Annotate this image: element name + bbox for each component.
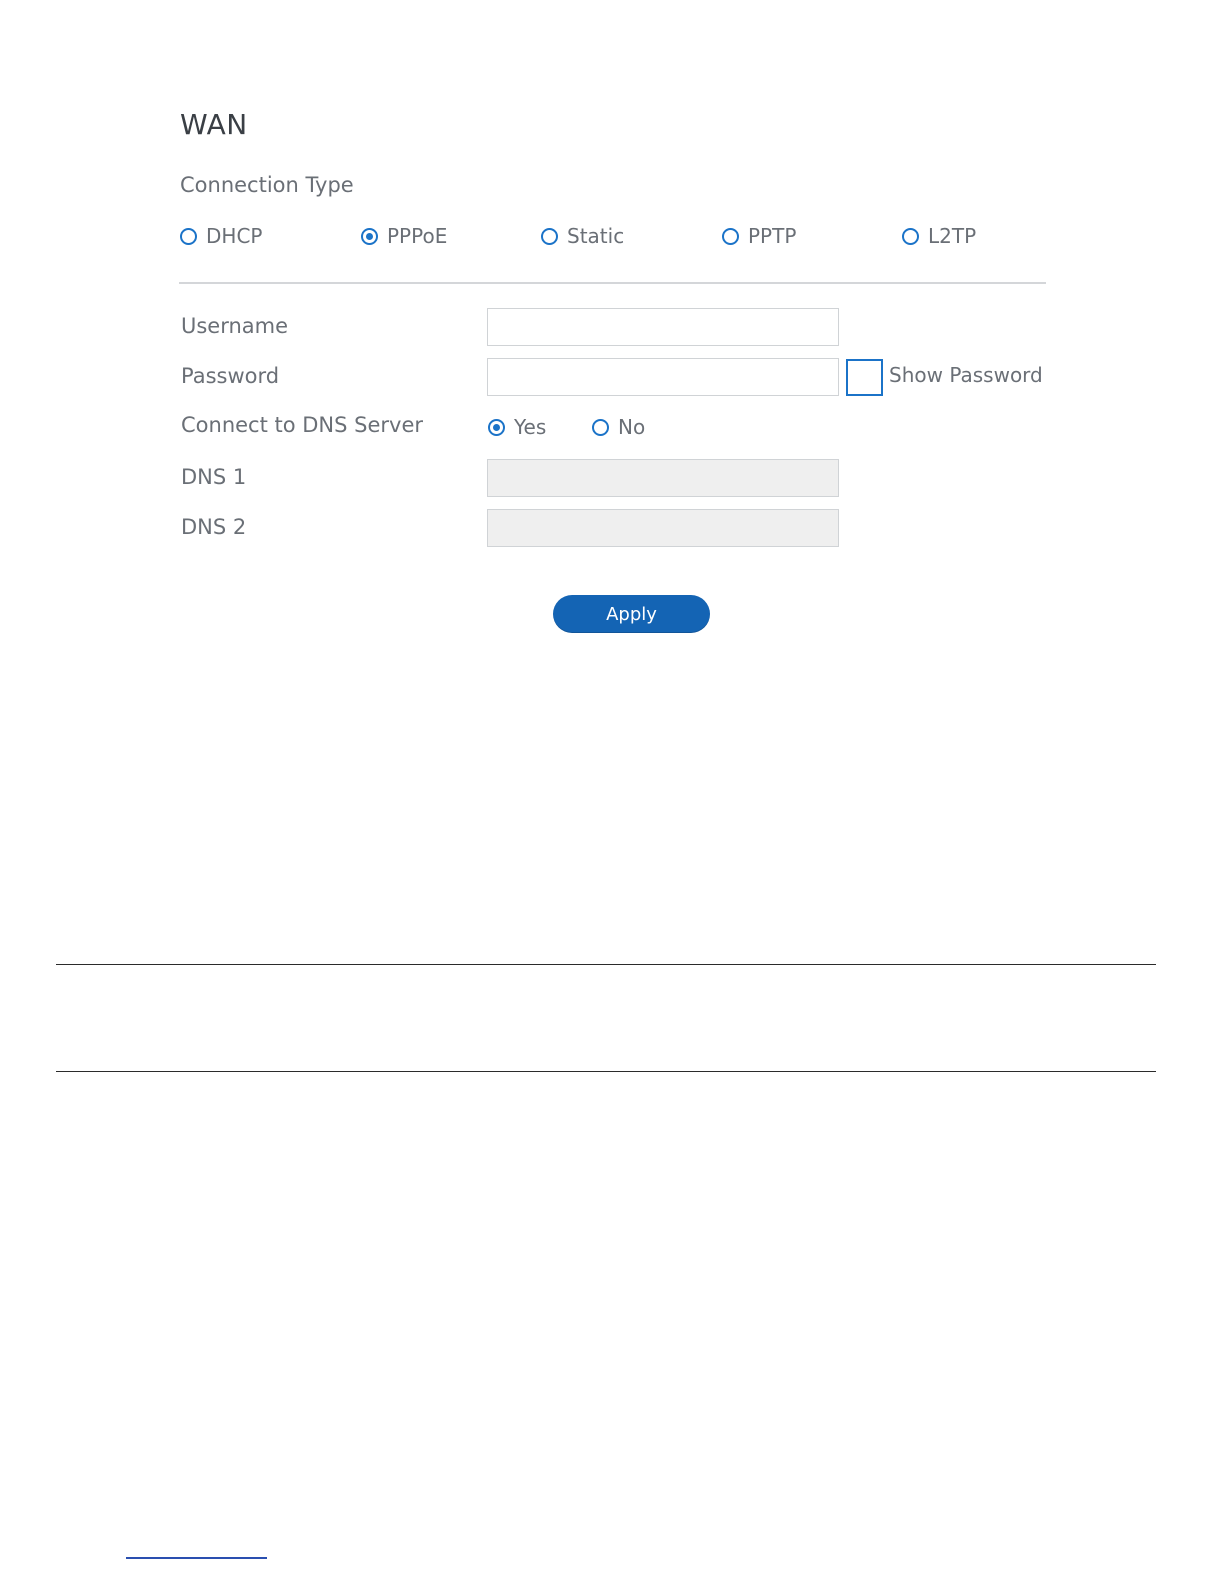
show-password-checkbox[interactable] (846, 359, 883, 396)
radio-pppoe-label: PPPoE (387, 224, 448, 248)
show-password-label[interactable]: Show Password (889, 363, 1043, 387)
radio-dhcp-label: DHCP (206, 224, 263, 248)
radio-pptp[interactable] (722, 224, 796, 248)
radio-static-circle[interactable] (541, 228, 558, 245)
page-rule-bottom (56, 1071, 1156, 1072)
dns-connect-label: Connect to DNS Server (181, 413, 424, 437)
page-title: WAN (180, 108, 248, 141)
radio-static-label: Static (567, 224, 625, 248)
radio-pptp-label: PPTP (748, 224, 797, 248)
apply-button[interactable]: Apply (553, 595, 710, 633)
radio-l2tp-label: L2TP (928, 224, 977, 248)
password-input[interactable] (487, 358, 839, 396)
password-label: Password (181, 364, 280, 388)
radio-l2tp[interactable] (902, 224, 976, 248)
radio-pptp-circle[interactable] (722, 228, 739, 245)
radio-dns-yes-label: Yes (514, 415, 547, 439)
radio-dns-no-circle[interactable] (592, 419, 609, 436)
radio-pppoe[interactable] (361, 224, 447, 248)
page-rule-top (56, 964, 1156, 965)
footer-link-underline (126, 1557, 267, 1559)
radio-dns-yes-circle[interactable] (488, 419, 505, 436)
dns2-input[interactable] (487, 509, 839, 547)
dns1-label: DNS 1 (181, 465, 247, 489)
dns1-input[interactable] (487, 459, 839, 497)
dns2-label: DNS 2 (181, 515, 247, 539)
username-input[interactable] (487, 308, 839, 346)
radio-static[interactable] (541, 224, 624, 248)
radio-dhcp[interactable] (180, 224, 262, 248)
radio-dns-no[interactable] (592, 415, 645, 439)
section-divider (179, 282, 1046, 284)
username-label: Username (181, 314, 289, 338)
connection-type-label: Connection Type (180, 173, 354, 197)
radio-l2tp-circle[interactable] (902, 228, 919, 245)
radio-pppoe-circle[interactable] (361, 228, 378, 245)
radio-dns-no-label: No (618, 415, 646, 439)
radio-dhcp-circle[interactable] (180, 228, 197, 245)
radio-dns-yes[interactable] (488, 415, 546, 439)
connection-type-radio-group (180, 224, 1046, 254)
